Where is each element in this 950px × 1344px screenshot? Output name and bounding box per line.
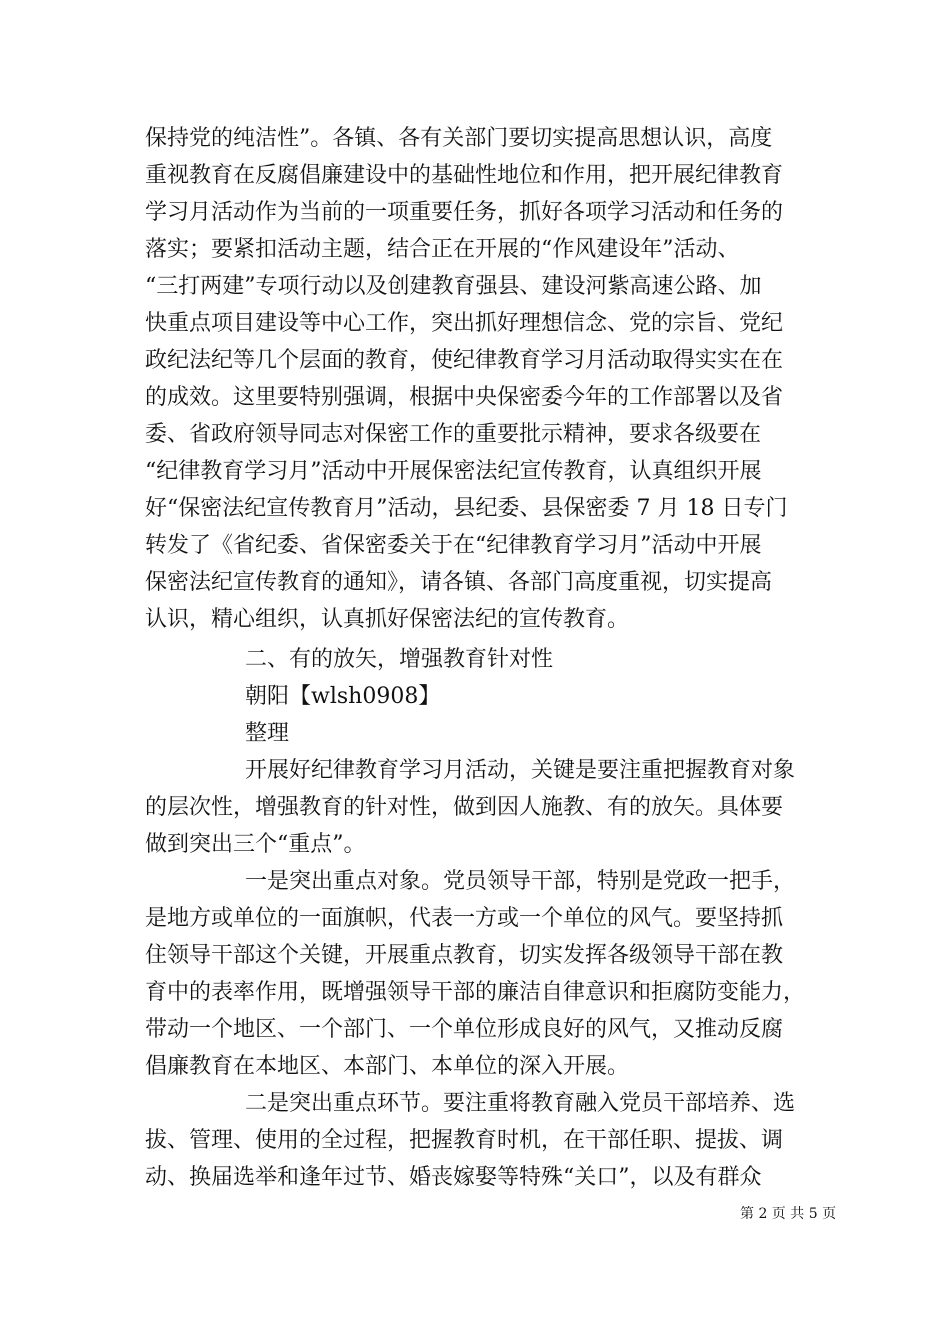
text-line: 认识，精心组织，认真抓好保密法纪的宣传教育。: [145, 607, 630, 632]
text-line: 带动一个地区、一个部门、一个单位形成良好的风气，又推动反腐: [145, 1017, 784, 1042]
text-line: “纪律教育学习月”活动中开展保密法纪宣传教育，认真组织开展: [145, 459, 762, 484]
paragraph-first-line: 二是突出重点环节。要注重将教育融入党员干部培养、选: [245, 1091, 796, 1116]
source-note: 整理: [245, 721, 290, 746]
text-line: 的层次性，增强教育的针对性，做到因人施教、有的放矢。具体要: [145, 795, 784, 820]
text-line: 做到突出三个“重点”。: [145, 832, 366, 857]
paragraph-first-line: 一是突出重点对象。党员领导干部，特别是党政一把手，: [245, 869, 796, 894]
text-line: 转发了《省纪委、省保密委关于在“纪律教育学习月”活动中开展: [145, 533, 762, 558]
text-line: 政纪法纪等几个层面的教育，使纪律教育学习月活动取得实实在在: [145, 348, 784, 373]
text-line: 拔、管理、使用的全过程，把握教育时机，在干部任职、提拔、调: [145, 1128, 784, 1153]
text-line: 育中的表率作用，既增强领导干部的廉洁自律意识和拒腐防变能力，: [145, 980, 806, 1005]
text-line: 落实；要紧扣活动主题，结合正在开展的“作风建设年”活动、: [145, 237, 740, 262]
text-line: 重视教育在反腐倡廉建设中的基础性地位和作用，把开展纪律教育: [145, 163, 784, 188]
text-line: 好“保密法纪宣传教育月”活动，县纪委、县保密委 7 月 18 日专门: [145, 496, 788, 521]
paragraph-first-line: 开展好纪律教育学习月活动，关键是要注重把握教育对象: [245, 758, 796, 783]
text-line: 快重点项目建设等中心工作，突出抓好理想信念、党的宗旨、党纪: [145, 311, 784, 336]
text-line: 保持党的纯洁性”。各镇、各有关部门要切实提高思想认识，高度: [145, 126, 773, 151]
text-line: 住领导干部这个关键，开展重点教育，切实发挥各级领导干部在教: [145, 943, 784, 968]
text-line: 倡廉教育在本地区、本部门、本单位的深入开展。: [145, 1054, 630, 1079]
text-line: 的成效。这里要特别强调，根据中央保密委今年的工作部署以及省: [145, 385, 784, 410]
page-number: 第 2 页 共 5 页: [740, 1206, 837, 1222]
text-line: 动、换届选举和逢年过节、婚丧嫁娶等特殊“关口”，以及有群众: [145, 1165, 762, 1190]
text-line: 学习月活动作为当前的一项重要任务，抓好各项学习活动和任务的: [145, 200, 784, 225]
text-line: “三打两建”专项行动以及创建教育强县、建设河紫高速公路、加: [145, 274, 762, 299]
text-line: 委、省政府领导同志对保密工作的重要批示精神，要求各级要在: [145, 422, 762, 447]
section-heading: 二、有的放矢，增强教育针对性: [245, 647, 554, 672]
source-note: 朝阳【wlsh0908】: [245, 684, 441, 709]
text-line: 保密法纪宣传教育的通知》，请各镇、各部门高度重视，切实提高: [145, 570, 773, 595]
text-line: 是地方或单位的一面旗帜，代表一方或一个单位的风气。要坚持抓: [145, 906, 784, 931]
